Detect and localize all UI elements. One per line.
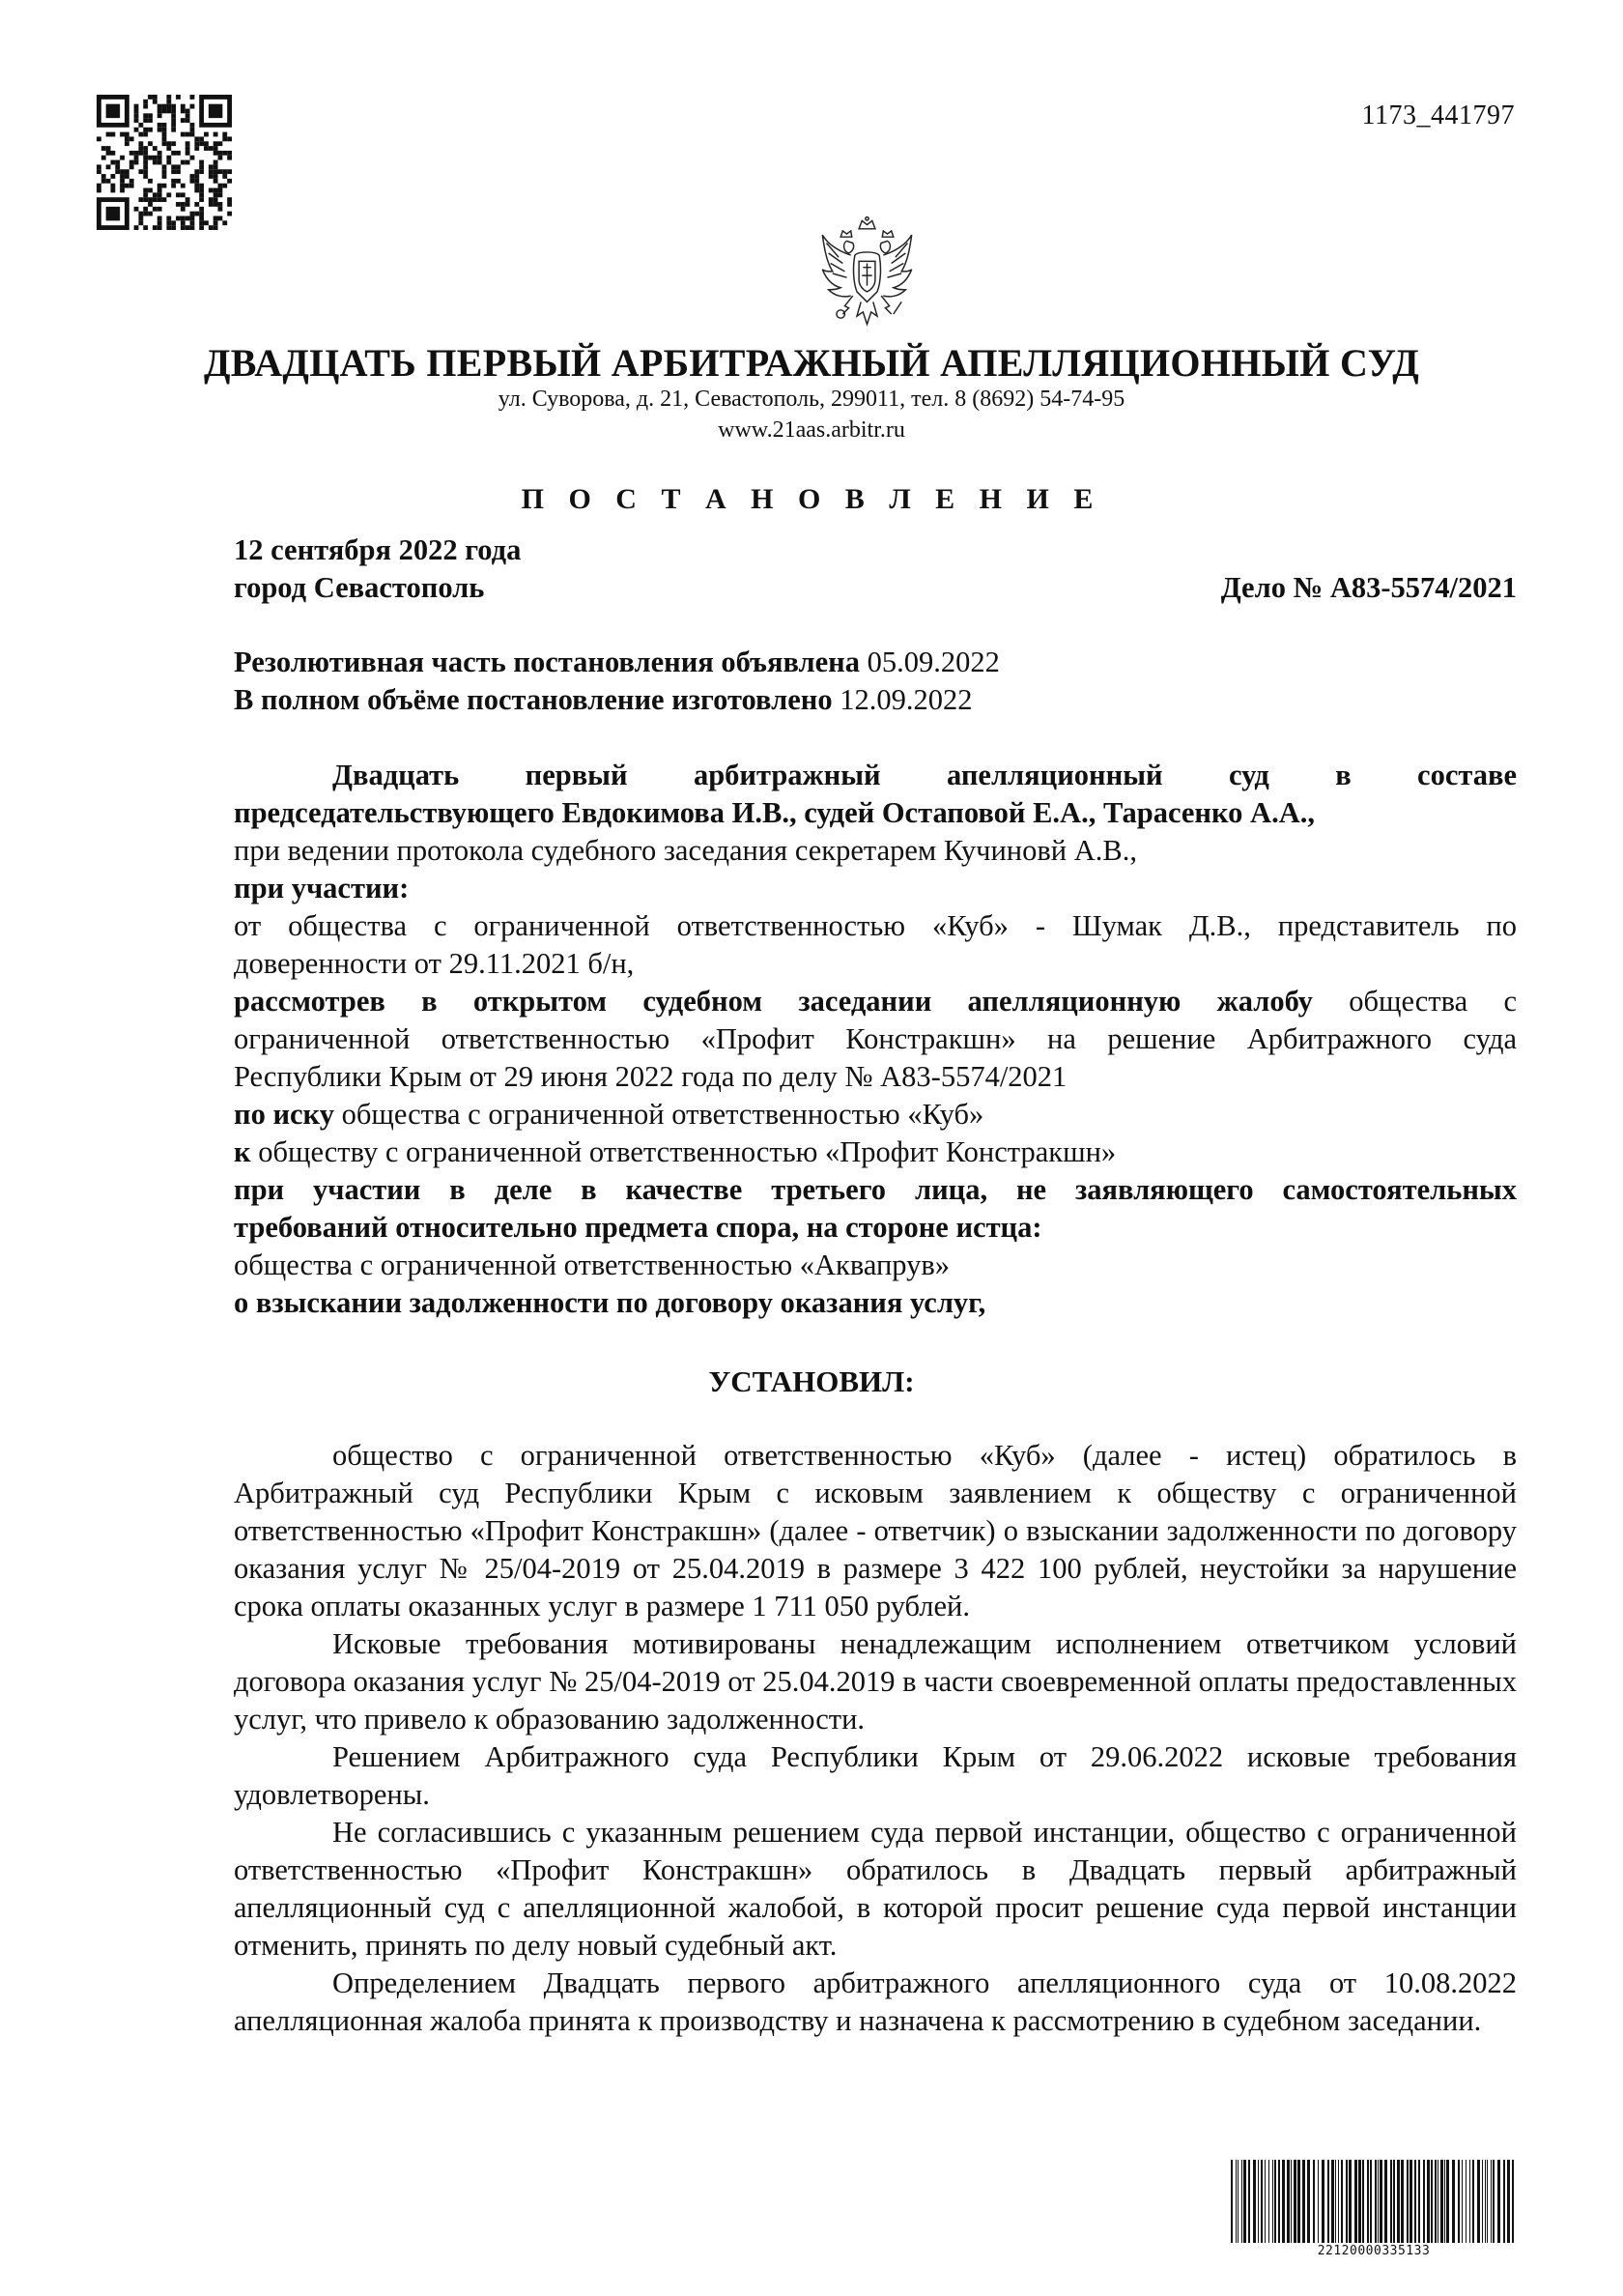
claim-line <box>234 1096 1517 1134</box>
appeal-text: общества с <box>1312 985 1517 1018</box>
participant-line: от общества с ограниченной ответственностью «Куб» - Шумак Д.В., представитель по <box>234 909 1517 942</box>
decision-city: город Севастополь <box>234 571 485 604</box>
appeal-line: ограниченной ответственностью «Профит Констракшн» на решение Арбитражного суда <box>234 1022 1517 1055</box>
composition-line: Двадцать первый арбитражный апелляционный суд в составе <box>332 759 1517 791</box>
resolution-announced-line <box>234 644 1517 681</box>
claim-label: по иску <box>234 1098 334 1131</box>
third-party-name: общества с ограниченной ответственностью «Аквапрув» <box>234 1248 951 1281</box>
established-heading: УСТАНОВИЛ: <box>708 1364 915 1398</box>
barcode-number: 22120000335133 <box>1317 2244 1431 2258</box>
defendant-text: обществу с ограниченной ответственностью «Профит Констракшн» <box>250 1135 1117 1168</box>
body-paragraph: Исковые требования мотивированы ненадлежащим исполнением ответчиком условий договора оказания услуг № 25/04-2019 от 25.04.2019 в части своевременной оплаты предоставленных услуг, что привело к образованию задолженности. <box>234 1627 1517 1736</box>
resolution-announced-label: Резолютивная часть постановления объявлена <box>234 646 860 678</box>
body-paragraph: общество с ограниченной ответственностью «Куб» (далее - истец) обратилось в Арбитражный суд Республики Крым с исковым заявлением к обществу с ограниченной ответственностью «Профит Констракшн» (далее - ответчик) о взыскании задолженности по договору оказания услуг № 25/04-2019 от 25.04.2019 в размере 3 422 100 рублей, неустойки за нарушение срока оплаты оказанных услуг в размере 1 711 050 рублей. <box>234 1439 1517 1622</box>
appeal-line: Республики Крым от 29 июня 2022 года по делу № А83-5574/2021 <box>234 1060 1068 1093</box>
subject-line: о взыскании задолженности по договору оказания услуг, <box>234 1286 986 1319</box>
claim-text: общества с ограниченной ответственностью «Куб» <box>333 1098 984 1131</box>
document-id: 1173_441797 <box>1361 100 1515 130</box>
third-party-line: требований относительно предмета спора, на стороне истца: <box>234 1211 1042 1244</box>
decision-date: 12 сентября 2022 года <box>234 533 522 566</box>
court-composition <box>234 757 1517 1322</box>
defendant-line <box>234 1134 1517 1171</box>
resolution-announced-date: 05.09.2022 <box>860 646 1000 678</box>
full-text-date: 12.09.2022 <box>832 683 973 716</box>
qr-code-icon <box>97 95 232 230</box>
body-paragraph: Не согласившись с указанным решением суда первой инстанции, общество с ограниченной ответственностью «Профит Констракшн» обратилось в Двадцать первый арбитражный апелляционный суд с апелляционной жалобой, в которой просит решение суда первой инстанции отменить, принять по делу новый судебный акт. <box>234 1816 1517 1962</box>
third-party-line: при участии в деле в качестве третьего лица, не заявляющего самостоятельных <box>234 1173 1517 1206</box>
court-website: www.21aas.arbitr.ru <box>718 417 905 443</box>
participant-line: доверенности от 29.11.2021 б/н, <box>234 947 635 980</box>
composition-secretary: при ведении протокола судебного заседания секретарем Кучиновй А.В., <box>234 834 1137 867</box>
document-body <box>234 1437 1517 2040</box>
participation-heading: при участии: <box>234 872 410 904</box>
body-paragraph: Определением Двадцать первого арбитражного апелляционного суда от 10.08.2022 апелляционная жалоба принята к производству и назначена к рассмотрению в судебном заседании. <box>234 1966 1517 2037</box>
composition-judges: председательствующего Евдокимова И.В., судей Остаповой Е.А., Тарасенко А.А., <box>234 796 1315 829</box>
full-text-label: В полном объёме постановление изготовлено <box>234 683 833 716</box>
full-text-line <box>234 681 1517 719</box>
body-paragraph: Решением Арбитражного суда Республики Крым от 29.06.2022 исковые требования удовлетворены. <box>234 1740 1517 1811</box>
defendant-label: к <box>234 1135 251 1168</box>
barcode-icon <box>1229 2160 1519 2243</box>
court-name: ДВАДЦАТЬ ПЕРВЫЙ АРБИТРАЖНЫЙ АПЕЛЛЯЦИОННЫЙ СУД <box>203 341 1420 385</box>
appeal-label: рассмотрев в открытом судебном заседании апелляционную жалобу <box>234 985 1313 1018</box>
court-address: ул. Суворова, д. 21, Севастополь, 299011, тел. 8 (8692) 54-74-95 <box>498 387 1125 412</box>
appeal-line <box>234 983 1517 1020</box>
document-type-title: П О С Т А Н О В Л Е Н И Е <box>521 483 1102 515</box>
case-number: Дело № А83-5574/2021 <box>1220 571 1517 604</box>
coat-of-arms-emblem <box>816 215 918 332</box>
